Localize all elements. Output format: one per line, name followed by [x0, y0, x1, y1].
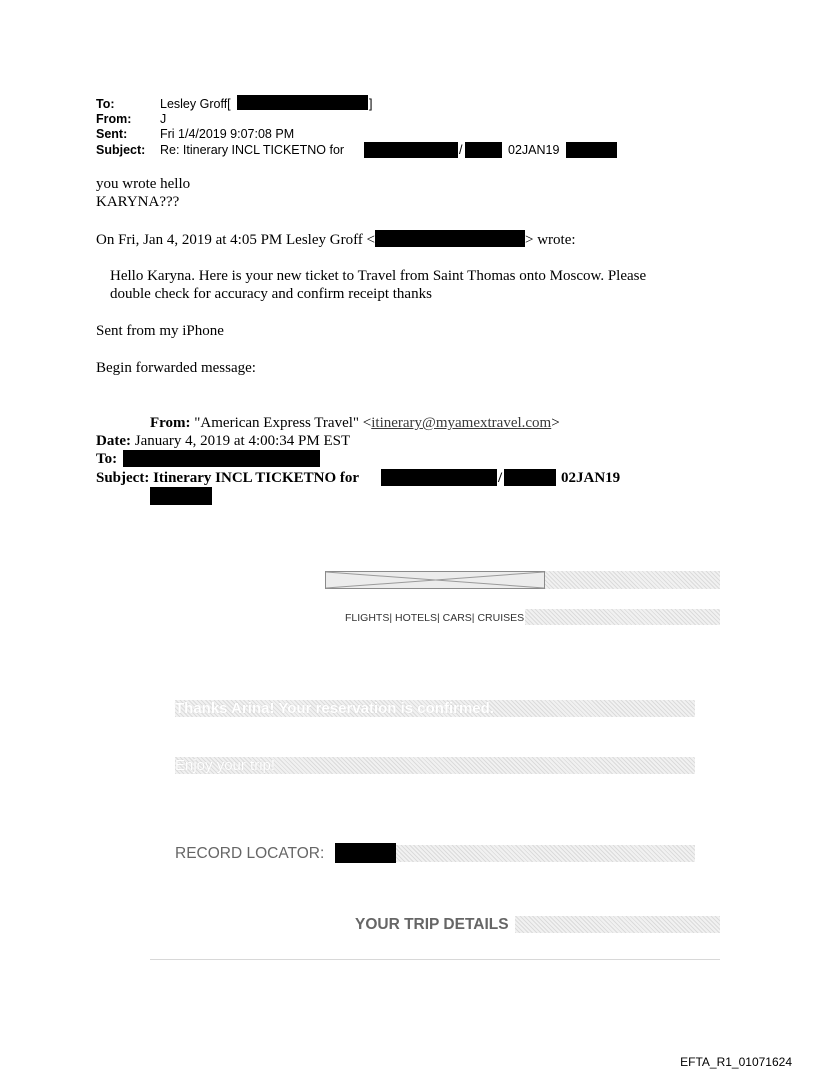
quoted-line: double check for accuracy and confirm receipt thanks — [110, 286, 432, 302]
forwarded-date — [96, 432, 350, 450]
quoted-line: Hello Karyna. Here is your new ticket to Travel from Saint Thomas onto Moscow. Please — [110, 268, 647, 284]
subject-label: Subject: — [96, 143, 146, 157]
record-locator-background — [396, 845, 695, 862]
to-bracket: ] — [369, 97, 373, 111]
redaction-block — [335, 843, 396, 863]
reply-message — [96, 175, 190, 211]
document-id: EFTA_R1_01071624 — [680, 1055, 792, 1069]
amex-nav-links[interactable]: FLIGHTS| HOTELS| CARS| CRUISES — [345, 612, 525, 624]
reply-line: you wrote hello — [96, 176, 191, 192]
forwarded-from-end: > — [551, 415, 560, 431]
forwarded-subject — [96, 469, 359, 487]
subject-value: Re: Itinerary INCL TICKETNO for — [160, 143, 345, 157]
quote-intro-text: On Fri, Jan 4, 2019 at 4:05 PM Lesley Groff < — [96, 232, 375, 248]
forwarded-from-value: "American Express Travel" < — [194, 415, 372, 431]
redaction-block — [375, 230, 525, 247]
forwarded-to-label: To: — [96, 451, 118, 467]
nav-background — [525, 609, 720, 625]
forwarded-date-label: Date: — [96, 433, 131, 449]
forwarded-subject-slash: / — [498, 470, 503, 486]
record-locator-label: RECORD LOCATOR: — [175, 845, 325, 862]
to-label: To: — [96, 97, 115, 111]
enjoy-message: Enjoy your trip! — [175, 757, 276, 774]
forwarded-from-label: From: — [150, 415, 191, 431]
subject-slash: / — [459, 143, 463, 157]
redaction-block — [364, 142, 458, 158]
redaction-block — [381, 469, 497, 486]
redaction-block — [237, 95, 368, 110]
trip-details-heading: YOUR TRIP DETAILS — [355, 916, 509, 933]
forwarded-to — [96, 450, 117, 468]
to-value: Lesley Groff[ — [160, 97, 231, 111]
quote-intro-end: > wrote: — [525, 232, 576, 248]
divider — [150, 959, 720, 960]
begin-forwarded: Begin forwarded message: — [96, 360, 256, 376]
subject-date: 02JAN19 — [508, 143, 560, 157]
sender-email-link[interactable]: itinerary@myamextravel.com — [371, 415, 552, 431]
banner-background — [545, 571, 720, 589]
redaction-block — [504, 469, 556, 486]
reply-line: KARYNA??? — [96, 194, 180, 210]
forwarded-subject-value: Itinerary INCL TICKETNO for — [153, 470, 360, 486]
redaction-block — [465, 142, 502, 158]
forwarded-from — [150, 414, 560, 432]
redaction-block — [123, 450, 320, 467]
forwarded-date-value: January 4, 2019 at 4:00:34 PM EST — [134, 433, 351, 449]
broken-image-icon — [325, 571, 545, 589]
forwarded-subject-label: Subject: — [96, 470, 150, 486]
redaction-block — [150, 487, 212, 505]
quoted-message — [110, 267, 646, 303]
from-value: J — [160, 112, 167, 126]
trip-details-background — [515, 916, 720, 933]
sent-value: Fri 1/4/2019 9:07:08 PM — [160, 127, 295, 141]
redaction-block — [566, 142, 617, 158]
from-label: From: — [96, 112, 132, 126]
confirmation-message: Thanks Arina! Your reservation is confirmed. — [175, 700, 494, 717]
sent-from-signature: Sent from my iPhone — [96, 323, 224, 339]
forwarded-subject-date: 02JAN19 — [561, 470, 621, 486]
sent-label: Sent: — [96, 127, 128, 141]
quote-intro — [96, 230, 576, 249]
